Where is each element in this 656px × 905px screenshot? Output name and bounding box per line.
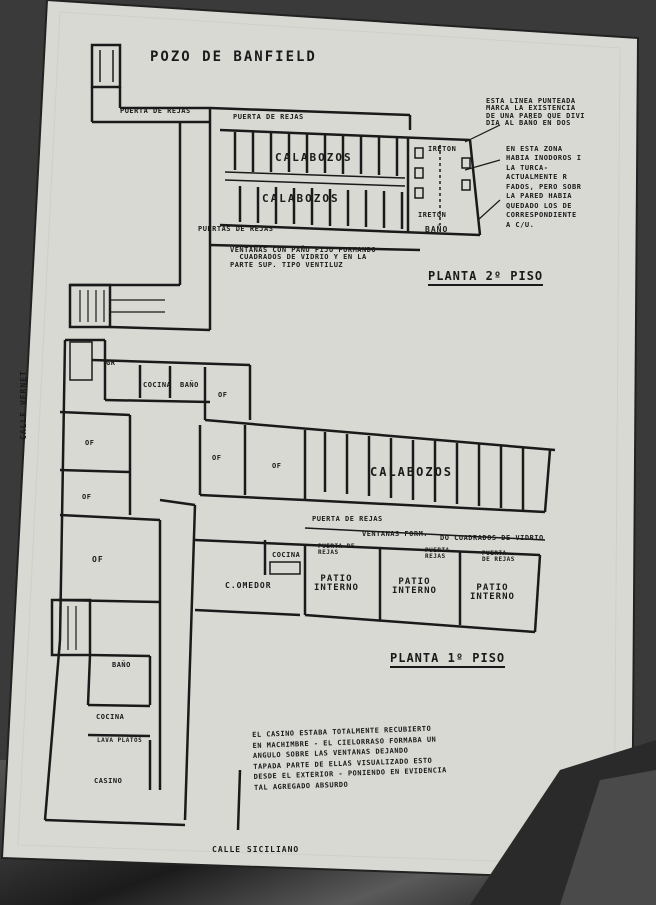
bano-lower-label: BAÑO: [112, 661, 131, 669]
note-toilets: EN ESTA ZONA HABIA INODOROS I LA TURCA- ACTUALMENTE R FADOS, PERO SOBR LA PARED HABIA QUEDADO LOS DE CORRESPONDIENTE A C/U.: [506, 145, 582, 229]
puerta-rejas-lower: PUERTA DE REJAS: [312, 515, 383, 523]
ventanas-lower: VENTANAS FORM.: [362, 530, 429, 538]
ventanas-note: VENTANAS CON PAÑO FIJO FORMANDO CUADRADOS DE VIDRIO Y EN LA PARTE SUP. TIPO VENTILUZ: [230, 246, 377, 269]
calle-vernet-label: CALLE VERNET: [19, 370, 28, 440]
comedor-label: C.OMEDOR: [225, 581, 272, 590]
bano-small-label: BAÑO: [180, 381, 199, 389]
ireton-label-2: IRETON: [418, 211, 447, 219]
puerta-rejas-lower-left: PUERTA DE REJAS: [318, 543, 356, 557]
patio-label-3: PATIO INTERNO: [470, 583, 515, 603]
patio-label-2: PATIO INTERNO: [392, 577, 437, 597]
puerta-rejas-left: PUERTA DE REJAS: [120, 107, 191, 115]
lower-floor-title: PLANTA 1º PISO: [390, 652, 505, 668]
casino-note: EL CASINO ESTABA TOTALMENTE RECUBIERTO EN MACHIMBRE - EL CIELORRASO FORMABA UN ANGULO SOBRE LAS VENTANAS DEJANDO TAPADA PARTE DE ELLAS VISUALIZADO ESTO DESDE EL EXTERIOR - PONIENDO EN EVIDENCIA TAL AGREGADO ABSURDO: [252, 724, 447, 792]
ireton-label-1: IRETON: [428, 145, 457, 153]
lava-platos-label: LAVA PLATOS: [97, 737, 143, 744]
note-dotted-line: ESTA LINEA PUNTEADA MARCA LA EXISTENCIA DE UNA PARED QUE DIVI DIA AL BAÑO EN DOS: [486, 97, 586, 128]
of-label-6: OF: [92, 555, 104, 564]
of-label-3: OF: [212, 454, 222, 462]
calle-siciliano-label: CALLE SICILIANO: [212, 845, 300, 854]
of-label-1: OF: [218, 391, 228, 399]
cuadrados-lower: DO CUADRADOS DE VIDRIO: [440, 534, 544, 542]
gr-label: GR: [106, 359, 116, 367]
cocina-top-label: COCINA: [272, 551, 301, 559]
puerta-rejas-lower-right: PUERTA DE REJAS: [482, 550, 515, 564]
puerta-rejas-top: PUERTA DE REJAS: [233, 113, 304, 121]
puertas-rejas-bottom: PUERTAS DE REJAS: [198, 225, 274, 233]
cocina-lower-label: COCINA: [96, 713, 125, 721]
calabozos-lower-label: CALABOZOS: [370, 465, 454, 479]
cocina-small-label: COCINA: [143, 381, 172, 389]
calabozos-label-2: CALABOZOS: [262, 192, 340, 205]
of-label-2: OF: [85, 439, 95, 447]
calabozos-label-1: CALABOZOS: [275, 151, 353, 164]
diagram-title: POZO DE BANFIELD: [150, 49, 317, 65]
of-label-4: OF: [272, 462, 282, 470]
casino-label: CASINO: [94, 777, 123, 785]
of-label-5: OF: [82, 493, 92, 501]
puerta-rejas-lower-mid: PUERTA REJAS: [425, 547, 450, 561]
bano-upper-label: BAÑO: [425, 225, 449, 234]
upper-floor-title: PLANTA 2º PISO: [428, 270, 543, 286]
patio-label-1: PATIO INTERNO: [314, 574, 359, 594]
